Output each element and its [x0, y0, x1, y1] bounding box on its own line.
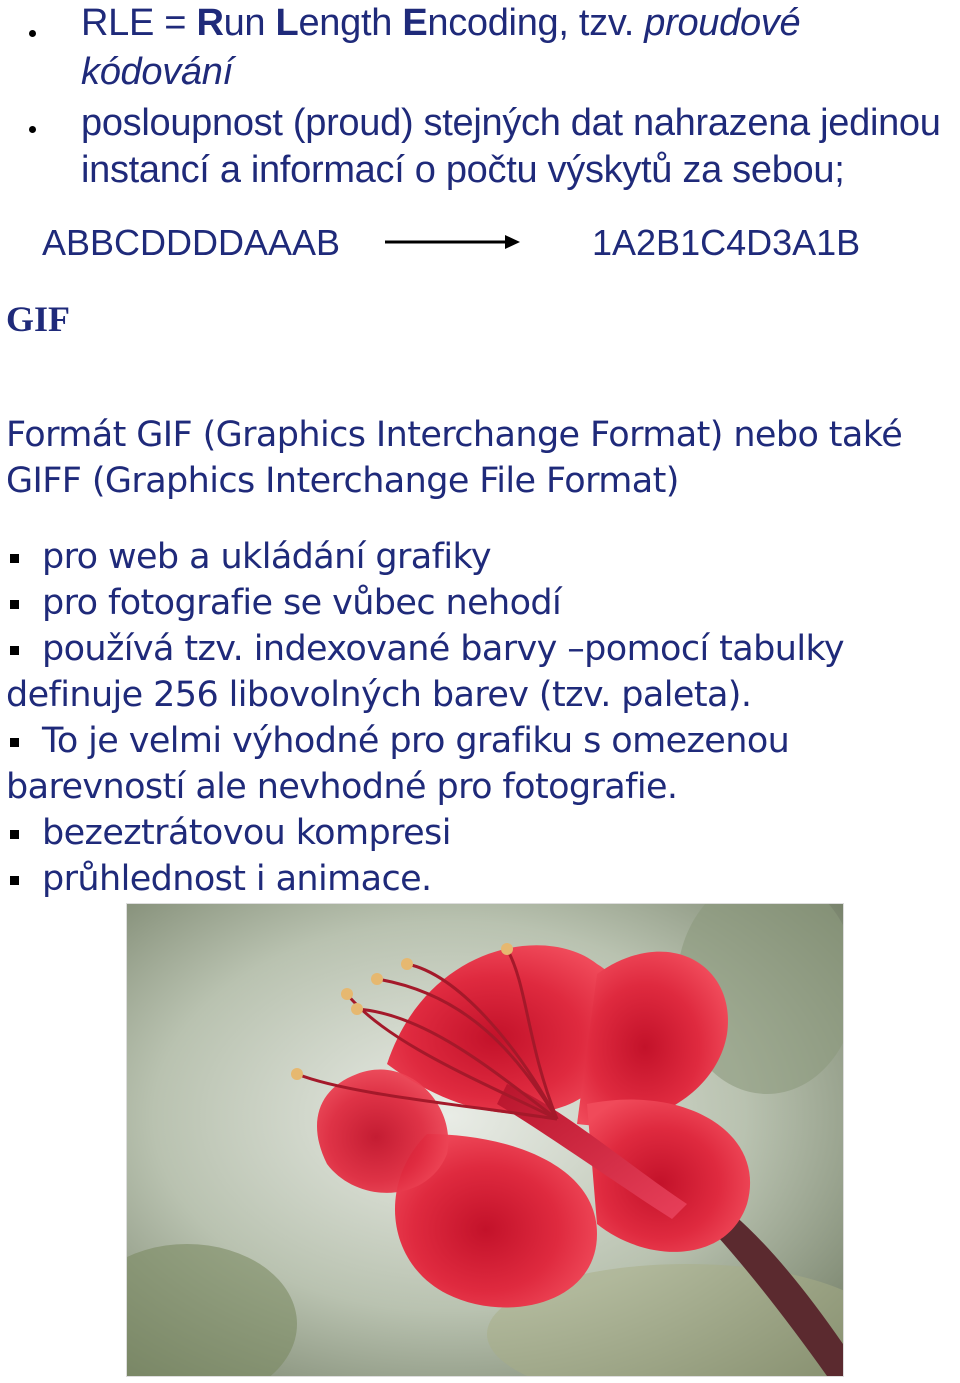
square-bullet	[10, 554, 19, 563]
flower-image	[126, 903, 844, 1377]
bullet-dot	[29, 126, 36, 133]
square-bullet	[10, 646, 19, 655]
gif-intro-line1: Formát GIF (Graphics Interchange Format) nebo také	[6, 415, 903, 455]
gif-item: používá tzv. indexované barvy –pomocí tabulky	[42, 629, 844, 669]
square-bullet	[10, 876, 19, 885]
section-heading-gif: GIF	[6, 299, 71, 339]
gif-item: To je velmi výhodné pro grafiku s omezenou	[42, 721, 790, 761]
encoding-input: ABBCDDDDAAAB	[42, 222, 341, 263]
gif-item-cont: barevností ale nevhodné pro fotografie.	[6, 767, 678, 807]
encoding-output: 1A2B1C4D3A1B	[592, 222, 861, 263]
square-bullet	[10, 738, 19, 747]
gif-item: pro web a ukládání grafiky	[42, 537, 492, 577]
bullet-dot	[29, 30, 36, 37]
rle-description-line2: instancí a informací o počtu výskytů za sebou;	[81, 149, 845, 191]
rle-description-line1: posloupnost (proud) stejných dat nahrazena jedinou	[81, 102, 941, 144]
square-bullet	[10, 600, 19, 609]
arrow-right-icon	[383, 232, 523, 252]
square-bullet	[10, 830, 19, 839]
gif-item: průhlednost i animace.	[42, 859, 432, 899]
rle-title: RLE = Run Length Encoding, tzv. proudové	[81, 2, 801, 44]
rle-title-cont: kódování	[81, 51, 233, 93]
gif-intro-line2: GIFF (Graphics Interchange File Format)	[6, 461, 679, 501]
gif-item-cont: definuje 256 libovolných barev (tzv. paleta).	[6, 675, 752, 715]
gif-item: pro fotografie se vůbec nehodí	[42, 583, 562, 623]
gif-item: bezeztrátovou kompresi	[42, 813, 451, 853]
flower-illustration	[127, 904, 843, 1376]
